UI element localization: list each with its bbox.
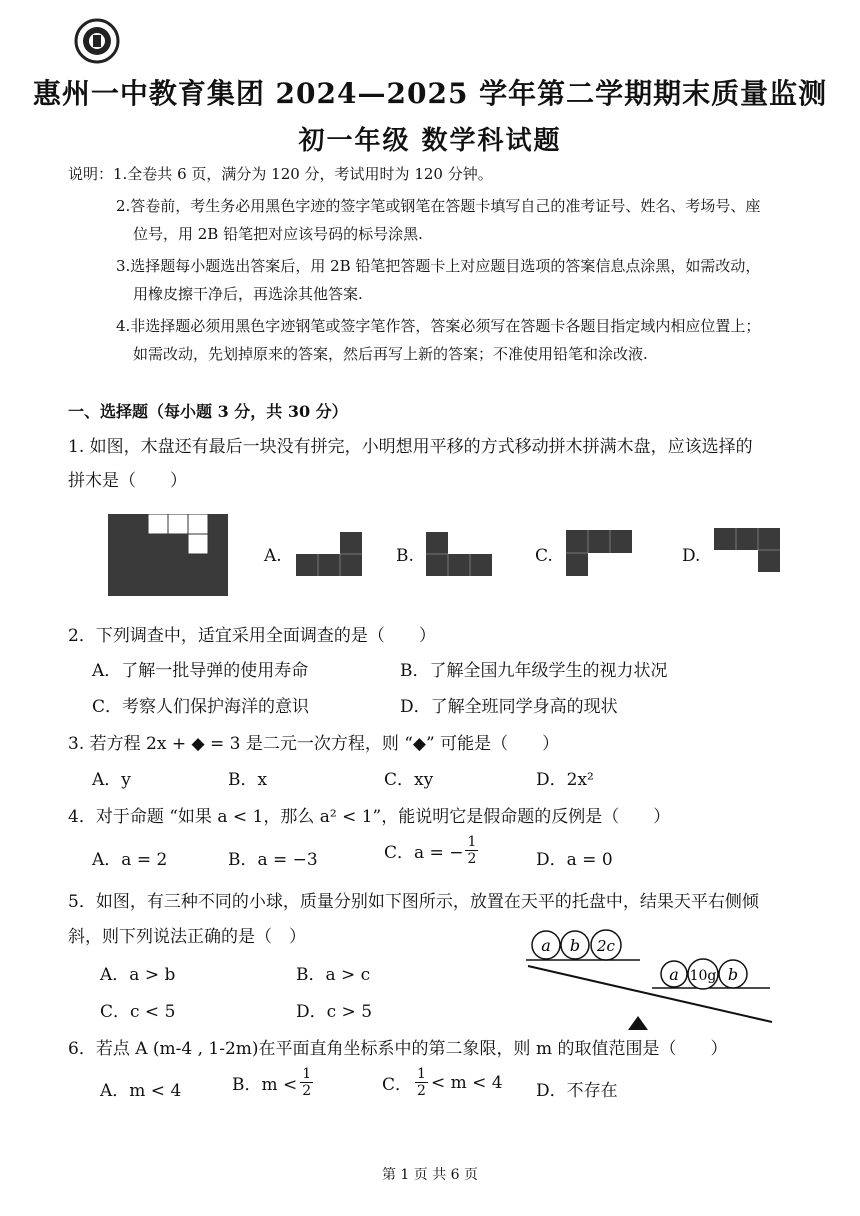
q2-option-a: A．了解一批导弹的使用寿命 — [92, 661, 309, 681]
q4-option-a: A．a = 2 — [92, 850, 168, 870]
q4-option-b: B．a = −3 — [228, 850, 318, 870]
instruction-line: 说明：1.全卷共 6 页，满分为 120 分，考试用时为 120 分钟。 — [68, 165, 493, 183]
q1-option-d-piece — [714, 528, 780, 572]
q1-option-c-label: C. — [535, 546, 553, 566]
left-ball-a: a — [541, 936, 551, 955]
left-ball-2c: 2c — [597, 937, 615, 955]
question-2-stem: 2．下列调查中，适宜采用全面调查的是（ ） — [68, 626, 436, 646]
q5-option-a: A．a > b — [100, 965, 176, 985]
instruction-line: 3.选择题每小题选出答案后，用 2B 铅笔把答题卡上对应题目选项的答案信息点涂黑，如需改动， — [116, 257, 761, 275]
q3-option-c: C．xy — [384, 770, 434, 790]
instruction-line: 如需改动，先划掉原来的答案，然后再写上新的答案；不准使用铅笔和涂改液. — [133, 345, 648, 363]
exam-title: 惠州一中教育集团 2024—2025 学年第二学期期末质量监测 — [32, 77, 828, 110]
question-4-stem: 4．对于命题 “如果 a < 1，那么 a² < 1”，能说明它是假命题的反例是（ ） — [68, 807, 671, 827]
q6-option-c-suffix: < m < 4 — [430, 1072, 503, 1093]
q6-option-c — [382, 1066, 503, 1099]
q3-option-d: D．2x² — [536, 770, 594, 790]
question-5-stem-cont: 斜，则下列说法正确的是（ ） — [68, 927, 306, 947]
fraction-numerator: 1 — [467, 834, 477, 850]
q4-option-d: D．a = 0 — [536, 850, 613, 870]
q5-option-d: D．c > 5 — [296, 1002, 373, 1022]
q4-option-c — [384, 834, 478, 867]
exam-subtitle: 初一年级 数学科试题 — [298, 126, 562, 156]
q6-option-b-fraction — [300, 1066, 313, 1099]
q2-option-d: D．了解全班同学身高的现状 — [400, 697, 618, 717]
q6-option-a: A．m < 4 — [100, 1081, 182, 1101]
question-1-stem: 1. 如图，木盘还有最后一块没有拼完，小明想用平移的方式移动拼木拼满木盘，应该选择的 — [68, 437, 753, 457]
puzzle-board-figure — [108, 514, 228, 596]
question-5-stem: 5．如图，有三种不同的小球，质量分别如下图所示，放置在天平的托盘中，结果天平右侧倾 — [68, 892, 759, 912]
q6-option-b — [232, 1066, 313, 1099]
fraction-denominator: 2 — [467, 851, 477, 867]
fraction-denominator: 2 — [302, 1083, 312, 1099]
q1-option-d-label: D. — [682, 546, 701, 566]
instruction-line: 用橡皮擦干净后，再选涂其他答案. — [133, 285, 363, 303]
question-3-stem: 3. 若方程 2x + ◆ = 3 是二元一次方程，则 “◆” 可能是（ ） — [68, 734, 560, 754]
q1-option-b-label: B. — [396, 546, 414, 566]
right-ball-a: a — [669, 965, 679, 984]
q2-option-c: C．考察人们保护海洋的意识 — [92, 697, 310, 717]
q1-option-c-piece — [566, 530, 632, 576]
instruction-line: 2.答卷前，考生务必用黑色字迹的签字笔或钢笔在答题卡填写自己的准考证号、姓名、考场号、座 — [116, 197, 761, 215]
balance-scale-figure — [520, 926, 780, 1030]
q3-option-a: A．y — [92, 770, 131, 790]
question-6-stem: 6．若点 A (m-4 , 1-2m)在平面直角坐标系中的第二象限，则 m 的取值范围是（ ） — [68, 1039, 728, 1059]
q4-option-c-fraction — [465, 834, 478, 867]
fraction-numerator: 1 — [417, 1066, 426, 1082]
q2-option-b: B．了解全国九年级学生的视力状况 — [400, 661, 668, 681]
fraction-numerator: 1 — [302, 1066, 312, 1082]
q6-option-c-prefix: C． — [382, 1075, 413, 1095]
q1-option-a-label: A. — [264, 546, 282, 566]
left-ball-b: b — [569, 936, 581, 955]
q3-option-b: B．x — [228, 770, 268, 790]
q6-option-d: D．不存在 — [536, 1081, 618, 1101]
q6-option-b-prefix: B．m < — [232, 1075, 298, 1095]
question-1-stem-cont: 拼木是（ ） — [68, 471, 187, 491]
school-seal-logo — [74, 18, 120, 64]
right-ball-10g: 10g — [689, 968, 717, 984]
fraction-denominator: 2 — [417, 1083, 426, 1099]
instruction-line: 位号，用 2B 铅笔把对应该号码的标号涂黑. — [133, 225, 423, 243]
q4-option-c-prefix: C．a = − — [384, 843, 464, 863]
instruction-line: 4.非选择题必须用黑色字迹钢笔或签字笔作答，答案必须写在答题卡各题目指定域内相应位置上； — [116, 317, 761, 335]
page-footer: 第 1 页 共 6 页 — [381, 1167, 479, 1183]
section-heading: 一、选择题（每小题 3 分，共 30 分） — [68, 402, 348, 421]
q6-option-c-fraction — [415, 1066, 428, 1099]
q5-option-b: B．a > c — [296, 965, 371, 985]
q1-option-a-piece — [296, 532, 362, 576]
right-ball-b: b — [727, 965, 739, 984]
q5-option-c: C．c < 5 — [100, 1002, 176, 1022]
q1-option-b-piece — [426, 532, 492, 576]
